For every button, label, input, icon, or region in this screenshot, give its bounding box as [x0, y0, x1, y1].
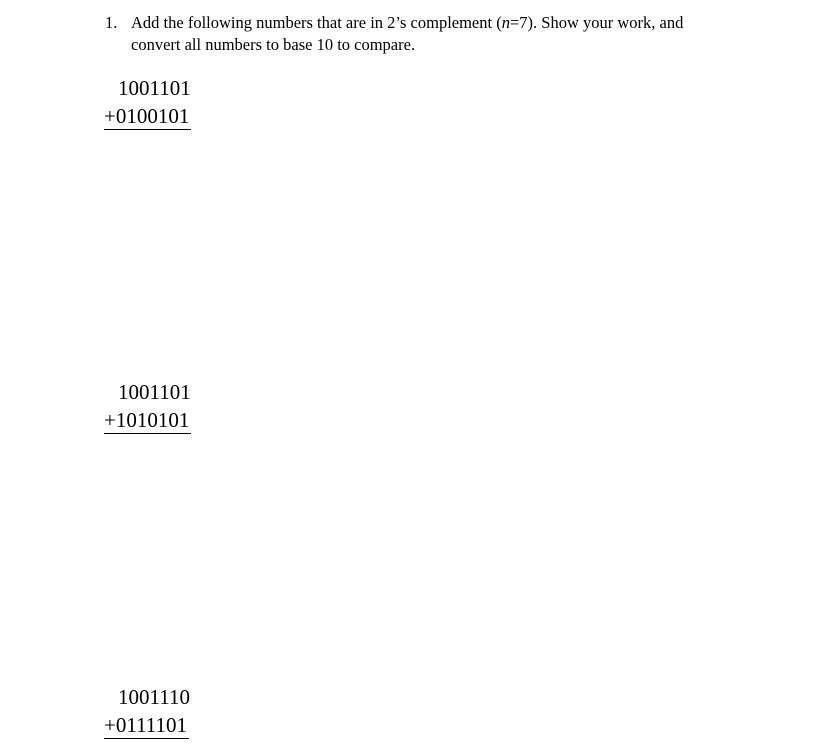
addend-top: 1001101: [118, 76, 191, 100]
addition-problem-1: [104, 74, 204, 130]
question-text: [105, 12, 805, 56]
addend-top: 1001110: [118, 685, 190, 709]
question-text-part-1: Add the following numbers that are in 2’s complement (: [131, 13, 502, 32]
addend-bottom: +0100101: [104, 104, 190, 128]
addend-bottom: +1010101: [104, 408, 190, 432]
question-number: 1.: [105, 13, 118, 32]
question-line-2: [105, 34, 805, 56]
addend-top: 1001101: [118, 380, 191, 404]
question-variable: n: [501, 13, 510, 32]
addend-bottom: +0111101: [104, 713, 188, 737]
question-text-part-3: convert all numbers to base 10 to compare.: [131, 35, 416, 54]
addition-problem-2: [104, 378, 204, 434]
question-line-1: [105, 12, 805, 34]
question-text-part-2: =7). Show your work, and: [509, 13, 684, 32]
addition-problem-3: [104, 683, 204, 739]
